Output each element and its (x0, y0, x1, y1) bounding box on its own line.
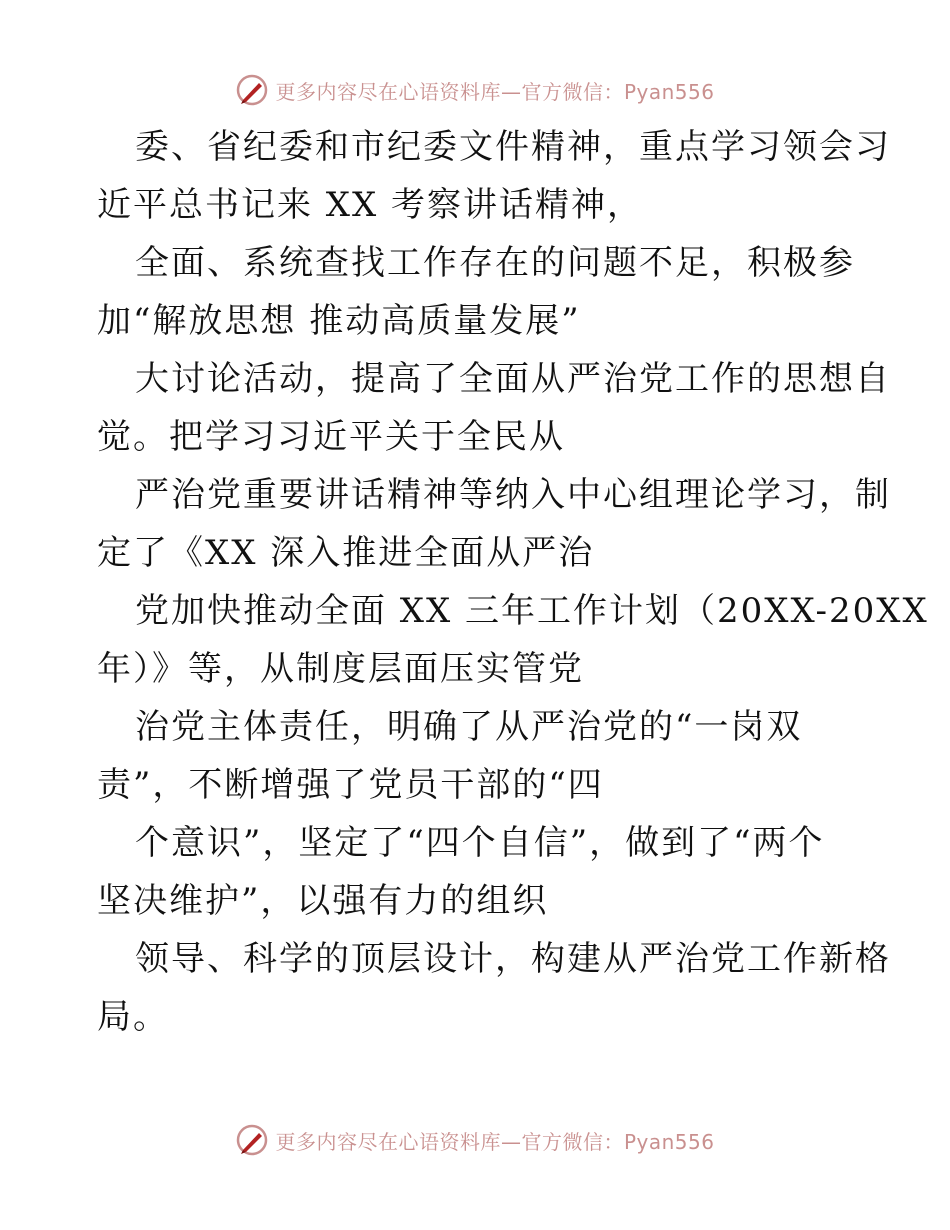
body-line: 委、省纪委和市纪委文件精神，重点学习领会习 (135, 127, 891, 167)
body-line: 加“解放思想 推动高质量发展” (97, 301, 581, 341)
page-header (0, 70, 950, 110)
pen-logo-icon (235, 73, 269, 107)
footer-banner (235, 1123, 714, 1157)
body-line: 党加快推动全面 XX 三年工作计划（20XX-20XX (135, 591, 929, 631)
document-body (97, 118, 929, 1046)
body-line: 定了《XX 深入推进全面从严治 (97, 533, 595, 573)
body-line: 责”，不断增强了党员干部的“四 (97, 765, 604, 805)
body-line: 近平总书记来 XX 考察讲话精神， (97, 185, 644, 225)
footer-banner-text: 更多内容尽在心语资料库—官方微信：Pyan556 (275, 1129, 715, 1154)
header-banner-text: 更多内容尽在心语资料库—官方微信：Pyan556 (275, 79, 715, 104)
header-banner (235, 73, 714, 107)
pen-logo-icon (235, 1123, 269, 1157)
body-line: 坚决维护”，以强有力的组织 (97, 881, 549, 921)
body-line: 年）》等，从制度层面压实管党 (97, 649, 584, 689)
page-footer (0, 1120, 950, 1160)
body-line: 觉。把学习习近平关于全民从 (97, 417, 565, 457)
body-line: 个意识”，坚定了“四个自信”，做到了“两个 (135, 823, 825, 863)
body-line: 全面、系统查找工作存在的问题不足，积极参 (135, 243, 855, 283)
body-line: 大讨论活动，提高了全面从严治党工作的思想自 (135, 359, 891, 399)
body-line: 治党主体责任，明确了从严治党的“一岗双 (135, 707, 803, 747)
body-line: 局。 (97, 997, 169, 1037)
body-line: 严治党重要讲话精神等纳入中心组理论学习，制 (135, 475, 891, 515)
body-line: 领导、科学的顶层设计，构建从严治党工作新格 (135, 939, 891, 979)
